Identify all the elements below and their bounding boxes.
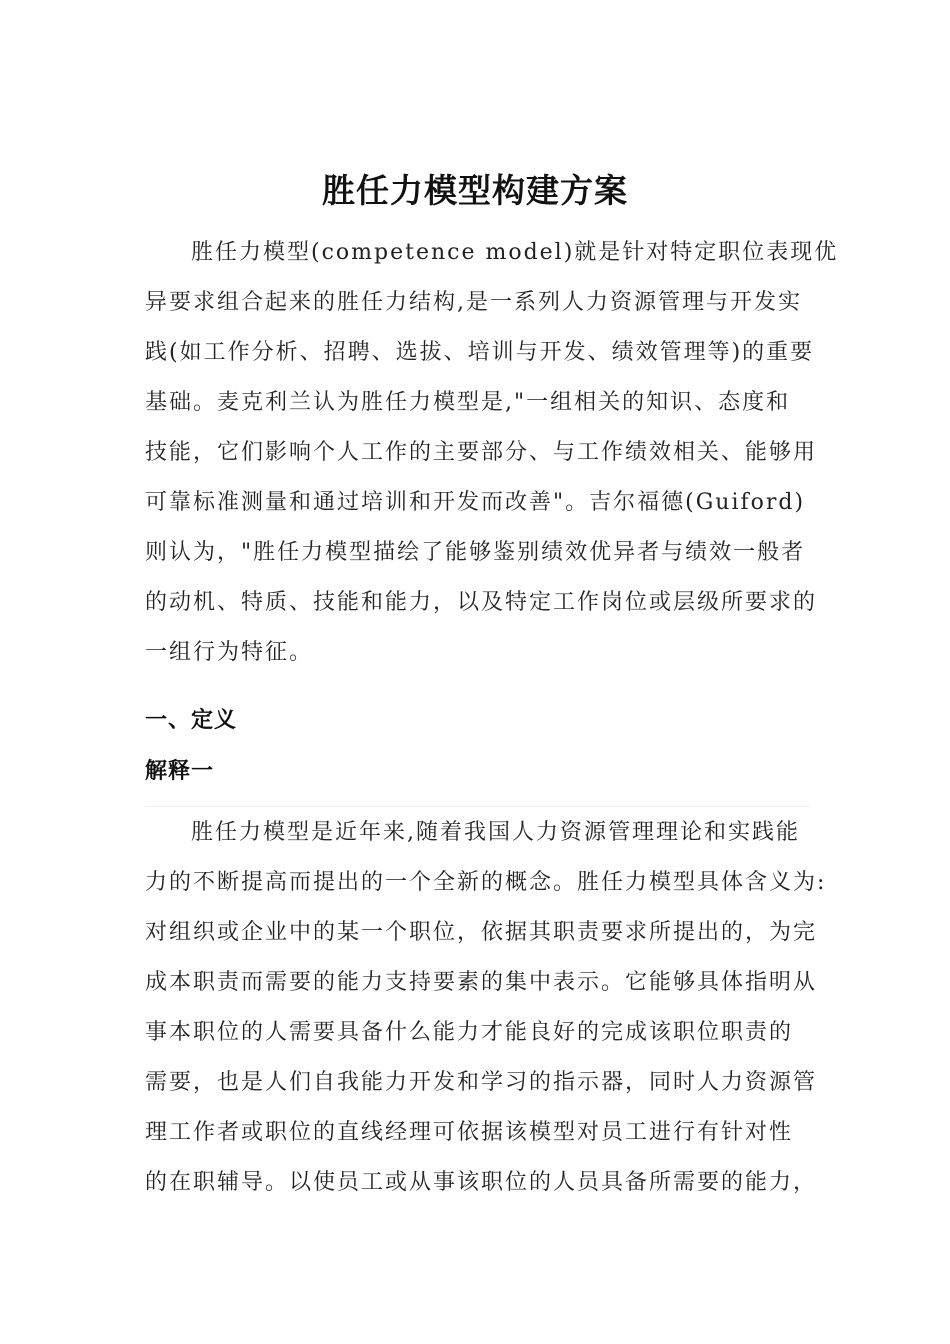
- document-title: 胜任力模型构建方案: [322, 171, 628, 210]
- section-heading: 一、定义: [145, 708, 238, 733]
- intro-paragraph: [145, 228, 839, 678]
- definition-line: 对组织或企业中的某一个职位，依据其职责要求所提出的，为完: [145, 920, 818, 945]
- definition-line: 需要，也是人们自我能力开发和学习的指示器，同时人力资源管: [145, 1070, 818, 1095]
- intro-line: 技能，它们影响个人工作的主要部分、与工作绩效相关、能够用: [145, 440, 818, 465]
- definition-paragraph: [145, 808, 827, 1208]
- definition-line: 胜任力模型是近年来,随着我国人力资源管理理论和实践能: [191, 820, 800, 845]
- definition-line: 理工作者或职位的直线经理可依据该模型对员工进行有针对性: [145, 1120, 794, 1145]
- intro-line: 胜任力模型(competence model)就是针对特定职位表现优: [191, 240, 839, 265]
- definition-line: 事本职位的人需要具备什么能力才能良好的完成该职位职责的: [145, 1020, 794, 1045]
- intro-line: 可靠标准测量和通过培训和开发而改善"。吉尔福德(Guiford): [145, 490, 806, 515]
- intro-line: 一组行为特征。: [145, 640, 314, 665]
- divider: [145, 806, 810, 807]
- definition-line: 的在职辅导。以使员工或从事该职位的人员具备所需要的能力，: [145, 1170, 818, 1195]
- definition-line: 力的不断提高而提出的一个全新的概念。胜任力模型具体含义为:: [145, 870, 827, 895]
- intro-line: 践(如工作分析、招聘、选拔、培训与开发、绩效管理等)的重要: [145, 340, 815, 365]
- intro-line: 基础。麦克利兰认为胜任力模型是,"一组相关的知识、态度和: [145, 390, 791, 415]
- subsection-heading: 解释一: [145, 759, 215, 784]
- intro-line: 则认为，"胜任力模型描绘了能够鉴别绩效优异者与绩效一般者: [145, 540, 806, 565]
- intro-line: 的动机、特质、技能和能力，以及特定工作岗位或层级所要求的: [145, 590, 818, 615]
- intro-line: 异要求组合起来的胜任力结构,是一系列人力资源管理与开发实: [145, 290, 802, 315]
- definition-line: 成本职责而需要的能力支持要素的集中表示。它能够具体指明从: [145, 970, 818, 995]
